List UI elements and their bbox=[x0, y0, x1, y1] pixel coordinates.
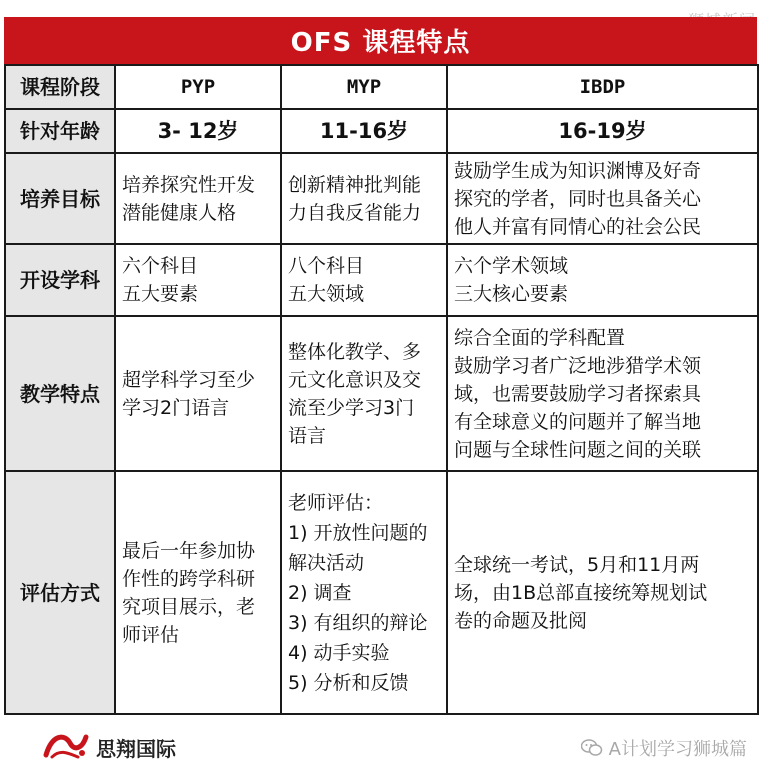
table-title: OFS 课程特点 bbox=[4, 17, 757, 64]
cell-ibdp: 综合全面的学科配置 鼓励学习者广泛地涉猎学术领 域，也需要鼓励学习者探索具 有全球意义的问题并了解当地 问题与全球性问题之间的关联 bbox=[447, 316, 758, 471]
brand-logo-icon bbox=[42, 729, 90, 761]
col-header-ibdp: IBDP bbox=[447, 65, 758, 109]
row-goals bbox=[5, 153, 758, 244]
row-label: 开设学科 bbox=[5, 244, 115, 316]
row-label: 课程阶段 bbox=[5, 65, 115, 109]
cell-myp: 整体化教学、多 元文化意识及交 流至少学习3门 语言 bbox=[281, 316, 447, 471]
cell-pyp: 超学科学习至少 学习2门语言 bbox=[115, 316, 281, 471]
cell-pyp: 最后一年参加协 作性的跨学科研 究项目展示，老 师评估 bbox=[115, 471, 281, 714]
row-assessment bbox=[5, 471, 758, 714]
brand-name: 思翔国际 bbox=[96, 737, 176, 761]
header-row bbox=[5, 65, 758, 109]
cell-myp: 创新精神批判能 力自我反省能力 bbox=[281, 153, 447, 244]
cell-ibdp: 六个学术领域 三大核心要素 bbox=[447, 244, 758, 316]
row-label: 培养目标 bbox=[5, 153, 115, 244]
wechat-icon bbox=[581, 739, 603, 757]
curriculum-table bbox=[4, 64, 759, 715]
footer bbox=[4, 723, 757, 769]
cell-ibdp: 16-19岁 bbox=[447, 109, 758, 153]
wechat-account bbox=[581, 735, 747, 761]
wechat-account-name: A计划学习狮城篇 bbox=[608, 739, 747, 760]
row-label: 教学特点 bbox=[5, 316, 115, 471]
cell-ibdp: 鼓励学生成为知识渊博及好奇 探究的学者，同时也具备关心 他人并富有同情心的社会公民 bbox=[447, 153, 758, 244]
cell-pyp: 培养探究性开发 潜能健康人格 bbox=[115, 153, 281, 244]
row-teaching bbox=[5, 316, 758, 471]
cell-myp: 11-16岁 bbox=[281, 109, 447, 153]
cell-pyp: 3- 12岁 bbox=[115, 109, 281, 153]
row-label: 评估方式 bbox=[5, 471, 115, 714]
cell-pyp: 六个科目 五大要素 bbox=[115, 244, 281, 316]
cell-myp: 八个科目 五大领域 bbox=[281, 244, 447, 316]
row-label: 针对年龄 bbox=[5, 109, 115, 153]
row-age bbox=[5, 109, 758, 153]
row-subjects bbox=[5, 244, 758, 316]
col-header-pyp: PYP bbox=[115, 65, 281, 109]
cell-ibdp: 全球统一考试，5月和11月两 场，由1B总部直接统筹规划试 卷的命题及批阅 bbox=[447, 471, 758, 714]
cell-myp: 老师评估： 1) 开放性问题的 解决活动 2) 调查 3) 有组织的辩论 4) 动手实验 5) 分析和反馈 bbox=[281, 471, 447, 714]
col-header-myp: MYP bbox=[281, 65, 447, 109]
